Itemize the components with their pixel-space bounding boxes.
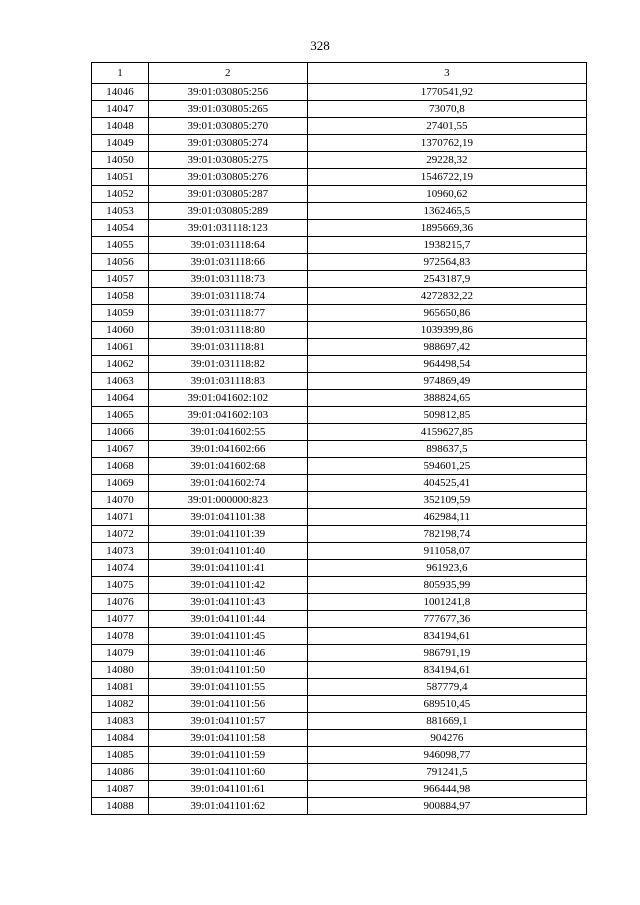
row-number-cell: 14052 — [92, 186, 149, 203]
table-row — [92, 798, 587, 815]
row-number-cell: 14059 — [92, 305, 149, 322]
table-row — [92, 305, 587, 322]
cadastral-number-cell: 39:01:041101:46 — [148, 645, 307, 662]
table-row — [92, 356, 587, 373]
value-cell: 73070,8 — [307, 101, 586, 118]
row-number-cell: 14079 — [92, 645, 149, 662]
cadastral-number-cell: 39:01:041101:42 — [148, 577, 307, 594]
value-cell: 904276 — [307, 730, 586, 747]
table-row — [92, 441, 587, 458]
row-number-cell: 14063 — [92, 373, 149, 390]
row-number-cell: 14073 — [92, 543, 149, 560]
value-cell: 1770541,92 — [307, 84, 586, 101]
table-row — [92, 509, 587, 526]
table-row — [92, 560, 587, 577]
row-number-cell: 14082 — [92, 696, 149, 713]
row-number-cell: 14075 — [92, 577, 149, 594]
value-cell: 388824,65 — [307, 390, 586, 407]
row-number-cell: 14058 — [92, 288, 149, 305]
value-cell: 961923,6 — [307, 560, 586, 577]
table-row — [92, 152, 587, 169]
table-row — [92, 526, 587, 543]
value-cell: 964498,54 — [307, 356, 586, 373]
cadastral-number-cell: 39:01:031118:66 — [148, 254, 307, 271]
value-cell: 404525,41 — [307, 475, 586, 492]
table-row — [92, 458, 587, 475]
row-number-cell: 14046 — [92, 84, 149, 101]
value-cell: 986791,19 — [307, 645, 586, 662]
cadastral-number-cell: 39:01:041101:61 — [148, 781, 307, 798]
cadastral-number-cell: 39:01:041602:74 — [148, 475, 307, 492]
cadastral-number-cell: 39:01:041602:66 — [148, 441, 307, 458]
row-number-cell: 14071 — [92, 509, 149, 526]
row-number-cell: 14085 — [92, 747, 149, 764]
row-number-cell: 14067 — [92, 441, 149, 458]
table-row — [92, 407, 587, 424]
row-number-cell: 14080 — [92, 662, 149, 679]
row-number-cell: 14068 — [92, 458, 149, 475]
table-row — [92, 577, 587, 594]
value-cell: 29228,32 — [307, 152, 586, 169]
cadastral-number-cell: 39:01:031118:74 — [148, 288, 307, 305]
row-number-cell: 14083 — [92, 713, 149, 730]
table-row — [92, 135, 587, 152]
table-row — [92, 203, 587, 220]
row-number-cell: 14064 — [92, 390, 149, 407]
cadastral-number-cell: 39:01:041101:43 — [148, 594, 307, 611]
table-row — [92, 492, 587, 509]
table-row — [92, 322, 587, 339]
table-row — [92, 730, 587, 747]
cadastral-number-cell: 39:01:030805:289 — [148, 203, 307, 220]
value-cell: 900884,97 — [307, 798, 586, 815]
value-cell: 898637,5 — [307, 441, 586, 458]
row-number-cell: 14061 — [92, 339, 149, 356]
value-cell: 777677,36 — [307, 611, 586, 628]
value-cell: 791241,5 — [307, 764, 586, 781]
cadastral-number-cell: 39:01:041602:55 — [148, 424, 307, 441]
row-number-cell: 14048 — [92, 118, 149, 135]
table-header-row — [92, 63, 587, 84]
table-row — [92, 679, 587, 696]
table-row — [92, 84, 587, 101]
value-cell: 1001241,8 — [307, 594, 586, 611]
value-cell: 594601,25 — [307, 458, 586, 475]
table-row — [92, 475, 587, 492]
cadastral-number-cell: 39:01:031118:73 — [148, 271, 307, 288]
table-row — [92, 220, 587, 237]
value-cell: 2543187,9 — [307, 271, 586, 288]
row-number-cell: 14049 — [92, 135, 149, 152]
cadastral-number-cell: 39:01:041101:41 — [148, 560, 307, 577]
value-cell: 1938215,7 — [307, 237, 586, 254]
value-cell: 965650,86 — [307, 305, 586, 322]
table-row — [92, 628, 587, 645]
cadastral-number-cell: 39:01:030805:256 — [148, 84, 307, 101]
cadastral-number-cell: 39:01:030805:287 — [148, 186, 307, 203]
cadastral-number-cell: 39:01:031118:80 — [148, 322, 307, 339]
value-cell: 509812,85 — [307, 407, 586, 424]
column-header-3: 3 — [307, 63, 586, 84]
value-cell: 4272832,22 — [307, 288, 586, 305]
table-row — [92, 169, 587, 186]
value-cell: 911058,07 — [307, 543, 586, 560]
table-row — [92, 101, 587, 118]
cadastral-number-cell: 39:01:041101:59 — [148, 747, 307, 764]
column-header-1: 1 — [92, 63, 149, 84]
value-cell: 10960,62 — [307, 186, 586, 203]
row-number-cell: 14057 — [92, 271, 149, 288]
row-number-cell: 14066 — [92, 424, 149, 441]
row-number-cell: 14076 — [92, 594, 149, 611]
cadastral-number-cell: 39:01:031118:83 — [148, 373, 307, 390]
row-number-cell: 14070 — [92, 492, 149, 509]
row-number-cell: 14086 — [92, 764, 149, 781]
cadastral-number-cell: 39:01:041101:44 — [148, 611, 307, 628]
value-cell: 834194,61 — [307, 662, 586, 679]
cadastral-number-cell: 39:01:041101:45 — [148, 628, 307, 645]
table-row — [92, 254, 587, 271]
cadastral-number-cell: 39:01:030805:274 — [148, 135, 307, 152]
table-row — [92, 662, 587, 679]
cadastral-number-cell: 39:01:031118:82 — [148, 356, 307, 373]
column-header-2: 2 — [148, 63, 307, 84]
row-number-cell: 14081 — [92, 679, 149, 696]
cadastral-number-cell: 39:01:041101:50 — [148, 662, 307, 679]
cadastral-number-cell: 39:01:041101:60 — [148, 764, 307, 781]
value-cell: 4159627,85 — [307, 424, 586, 441]
cadastral-number-cell: 39:01:041101:58 — [148, 730, 307, 747]
value-cell: 1370762,19 — [307, 135, 586, 152]
cadastral-number-cell: 39:01:041101:38 — [148, 509, 307, 526]
table-row — [92, 424, 587, 441]
row-number-cell: 14072 — [92, 526, 149, 543]
table-row — [92, 611, 587, 628]
table-row — [92, 339, 587, 356]
table-row — [92, 696, 587, 713]
table-row — [92, 747, 587, 764]
value-cell: 966444,98 — [307, 781, 586, 798]
cadastral-number-cell: 39:01:041101:55 — [148, 679, 307, 696]
cadastral-number-cell: 39:01:030805:276 — [148, 169, 307, 186]
value-cell: 834194,61 — [307, 628, 586, 645]
row-number-cell: 14047 — [92, 101, 149, 118]
value-cell: 782198,74 — [307, 526, 586, 543]
cadastral-number-cell: 39:01:041101:56 — [148, 696, 307, 713]
cadastral-number-cell: 39:01:030805:265 — [148, 101, 307, 118]
row-number-cell: 14087 — [92, 781, 149, 798]
table-row — [92, 373, 587, 390]
value-cell: 27401,55 — [307, 118, 586, 135]
cadastral-number-cell: 39:01:041101:39 — [148, 526, 307, 543]
table-row — [92, 186, 587, 203]
cadastral-number-cell: 39:01:041101:40 — [148, 543, 307, 560]
cadastral-number-cell: 39:01:031118:77 — [148, 305, 307, 322]
row-number-cell: 14054 — [92, 220, 149, 237]
value-cell: 805935,99 — [307, 577, 586, 594]
table-row — [92, 390, 587, 407]
table-row — [92, 543, 587, 560]
table-row — [92, 645, 587, 662]
row-number-cell: 14060 — [92, 322, 149, 339]
row-number-cell: 14084 — [92, 730, 149, 747]
value-cell: 1362465,5 — [307, 203, 586, 220]
row-number-cell: 14050 — [92, 152, 149, 169]
page-number: 328 — [310, 38, 330, 53]
value-cell: 1895669,36 — [307, 220, 586, 237]
table-row — [92, 764, 587, 781]
row-number-cell: 14053 — [92, 203, 149, 220]
table-row — [92, 118, 587, 135]
row-number-cell: 14078 — [92, 628, 149, 645]
table-row — [92, 594, 587, 611]
cadastral-number-cell: 39:01:031118:123 — [148, 220, 307, 237]
table-row — [92, 237, 587, 254]
cadastral-number-cell: 39:01:041602:103 — [148, 407, 307, 424]
cadastral-table — [91, 62, 587, 815]
table-row — [92, 713, 587, 730]
value-cell: 689510,45 — [307, 696, 586, 713]
value-cell: 587779,4 — [307, 679, 586, 696]
row-number-cell: 14065 — [92, 407, 149, 424]
cadastral-number-cell: 39:01:041602:68 — [148, 458, 307, 475]
row-number-cell: 14074 — [92, 560, 149, 577]
table-row — [92, 271, 587, 288]
row-number-cell: 14051 — [92, 169, 149, 186]
table-row — [92, 288, 587, 305]
value-cell: 946098,77 — [307, 747, 586, 764]
cadastral-number-cell: 39:01:041101:62 — [148, 798, 307, 815]
cadastral-number-cell: 39:01:030805:270 — [148, 118, 307, 135]
cadastral-number-cell: 39:01:041602:102 — [148, 390, 307, 407]
row-number-cell: 14077 — [92, 611, 149, 628]
cadastral-number-cell: 39:01:031118:64 — [148, 237, 307, 254]
cadastral-number-cell: 39:01:030805:275 — [148, 152, 307, 169]
value-cell: 988697,42 — [307, 339, 586, 356]
cadastral-number-cell: 39:01:031118:81 — [148, 339, 307, 356]
table-row — [92, 781, 587, 798]
value-cell: 1039399,86 — [307, 322, 586, 339]
value-cell: 462984,11 — [307, 509, 586, 526]
value-cell: 974869,49 — [307, 373, 586, 390]
row-number-cell: 14088 — [92, 798, 149, 815]
cadastral-number-cell: 39:01:041101:57 — [148, 713, 307, 730]
value-cell: 972564,83 — [307, 254, 586, 271]
value-cell: 352109,59 — [307, 492, 586, 509]
cadastral-number-cell: 39:01:000000:823 — [148, 492, 307, 509]
row-number-cell: 14055 — [92, 237, 149, 254]
value-cell: 1546722,19 — [307, 169, 586, 186]
row-number-cell: 14062 — [92, 356, 149, 373]
value-cell: 881669,1 — [307, 713, 586, 730]
row-number-cell: 14056 — [92, 254, 149, 271]
row-number-cell: 14069 — [92, 475, 149, 492]
